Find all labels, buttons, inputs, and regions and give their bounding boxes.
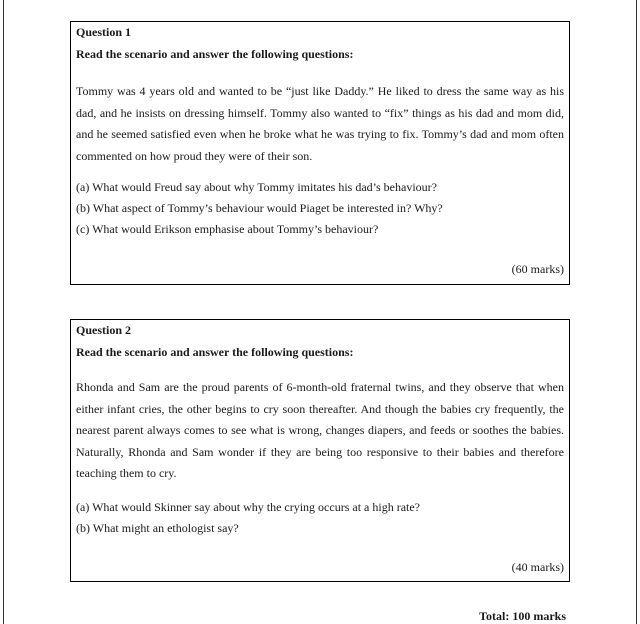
question-1-box [70,21,570,285]
page-right-border [636,0,637,624]
marks-label: (40 marks) [511,560,564,574]
question-title: Question 1 [76,25,132,39]
question-2-box [70,319,570,582]
total-marks: Total: 100 marks [479,609,566,623]
marks-label: (60 marks) [511,262,564,276]
question-instruction: Read the scenario and answer the following questions: [76,345,354,359]
scenario-text: Rhonda and Sam are the proud parents of 6-month-old fraternal twins, and they observe that when either infant cries, the other begins to cry soon thereafter. And though the babies cry frequently, the nearest parent always comes to see what is wrong, changes diapers, and feeds or soothes the babies. Naturally, Rhonda and Sam wonder if they are being too responsive to their babies and therefore teaching them to cry. [76,380,564,480]
sub-question: (b) What aspect of Tommy’s behaviour would Piaget be interested in? Why? [76,201,443,215]
sub-question-list [76,497,564,539]
page-left-border [3,0,4,624]
question-title: Question 2 [76,323,132,337]
sub-question-list [76,177,564,240]
question-instruction: Read the scenario and answer the following questions: [76,47,354,61]
sub-question: (a) What would Freud say about why Tommy imitates his dad’s behaviour? [76,180,437,194]
sub-question: (a) What would Skinner say about why the crying occurs at a high rate? [76,499,421,514]
sub-question: (b) What might an ethologist say? [76,520,239,535]
scenario-text: Tommy was 4 years old and wanted to be “just like Daddy.” He liked to dress the same way as his dad, and he insists on dressing himself. Tommy also wanted to “fix” things as his dad and mom did, and he seemed satisfied even when he broke what he was trying to fix. Tommy’s dad and mom often commented on how proud they were of their son. [76,84,564,163]
sub-question: (c) What would Erikson emphasise about Tommy’s behaviour? [76,222,379,236]
